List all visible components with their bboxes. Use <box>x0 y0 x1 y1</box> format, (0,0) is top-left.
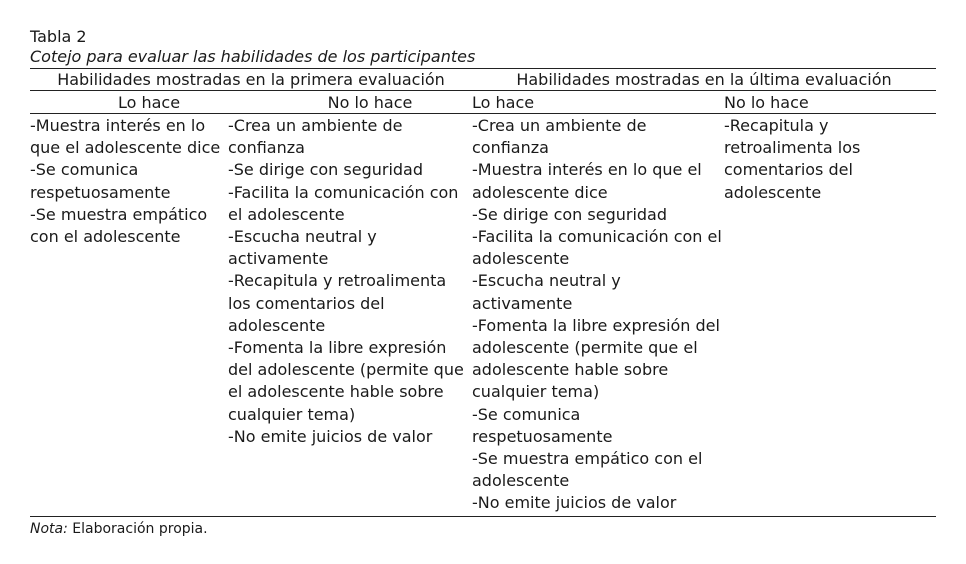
note-text: Elaboración propia. <box>67 520 208 537</box>
list-item: -Se dirige con seguridad <box>472 204 667 224</box>
column-1 <box>30 115 228 515</box>
table-number: Tabla 2 <box>30 27 87 46</box>
list-item: -Se muestra empático con el adolescente <box>472 449 703 491</box>
list-item: -Facilita la comunicación con el adolescente <box>472 227 722 269</box>
list-item: -Muestra interés en lo que el adolescente dice <box>30 116 221 158</box>
list-item: -Se comunica respetuosamente <box>30 160 171 202</box>
list-item: -No emite juicios de valor <box>472 493 677 513</box>
note-label: Nota: <box>30 520 68 537</box>
column-2 <box>228 115 472 515</box>
list-item: -Crea un ambiente de confianza <box>472 116 647 158</box>
list-item: -Se comunica respetuosamente <box>472 404 613 446</box>
table-body <box>30 114 936 516</box>
bottom-rule <box>30 516 936 517</box>
column-3 <box>472 115 724 515</box>
list-item: -Se dirige con seguridad <box>228 160 423 180</box>
list-item: -Escucha neutral y activamente <box>228 227 377 269</box>
group-header-last: Habilidades mostradas en la última evaluación <box>516 70 892 89</box>
table-note <box>30 519 936 539</box>
sub-header-1: Lo hace <box>117 92 181 112</box>
table-figure <box>30 27 936 539</box>
list-item: -Muestra interés en lo que el adolescente dice <box>472 160 702 202</box>
column-4 <box>724 115 936 515</box>
sub-header-2: No lo hace <box>327 92 413 112</box>
list-item: -Fomenta la libre expresión del adolescente (permite que el adolescente hable sobre cualquier tema) <box>472 315 720 402</box>
list-item: -Se muestra empático con el adolescente <box>30 204 208 247</box>
list-item: -Recapitula y retroalimenta los comentarios del adolescente <box>228 271 447 335</box>
list-item: -Fomenta la libre expresión del adolescente (permite que el adolescente hable sobre cualquier tema) <box>228 338 464 424</box>
table-caption: Cotejo para evaluar las habilidades de los participantes <box>30 47 476 66</box>
sub-header-4: No lo hace <box>724 92 809 112</box>
sub-header-3: Lo hace <box>472 92 535 112</box>
list-item: -Recapitula y retroalimenta los comentarios del adolescente <box>724 116 861 202</box>
group-header-row <box>30 69 936 90</box>
group-header-first: Habilidades mostradas en la primera evaluación <box>57 70 445 89</box>
sub-header-row <box>30 91 936 113</box>
list-item: -No emite juicios de valor <box>228 426 433 446</box>
list-item: -Facilita la comunicación con el adolescente <box>228 182 459 224</box>
list-item: -Escucha neutral y activamente <box>472 271 621 313</box>
list-item: -Crea un ambiente de confianza <box>228 116 403 158</box>
